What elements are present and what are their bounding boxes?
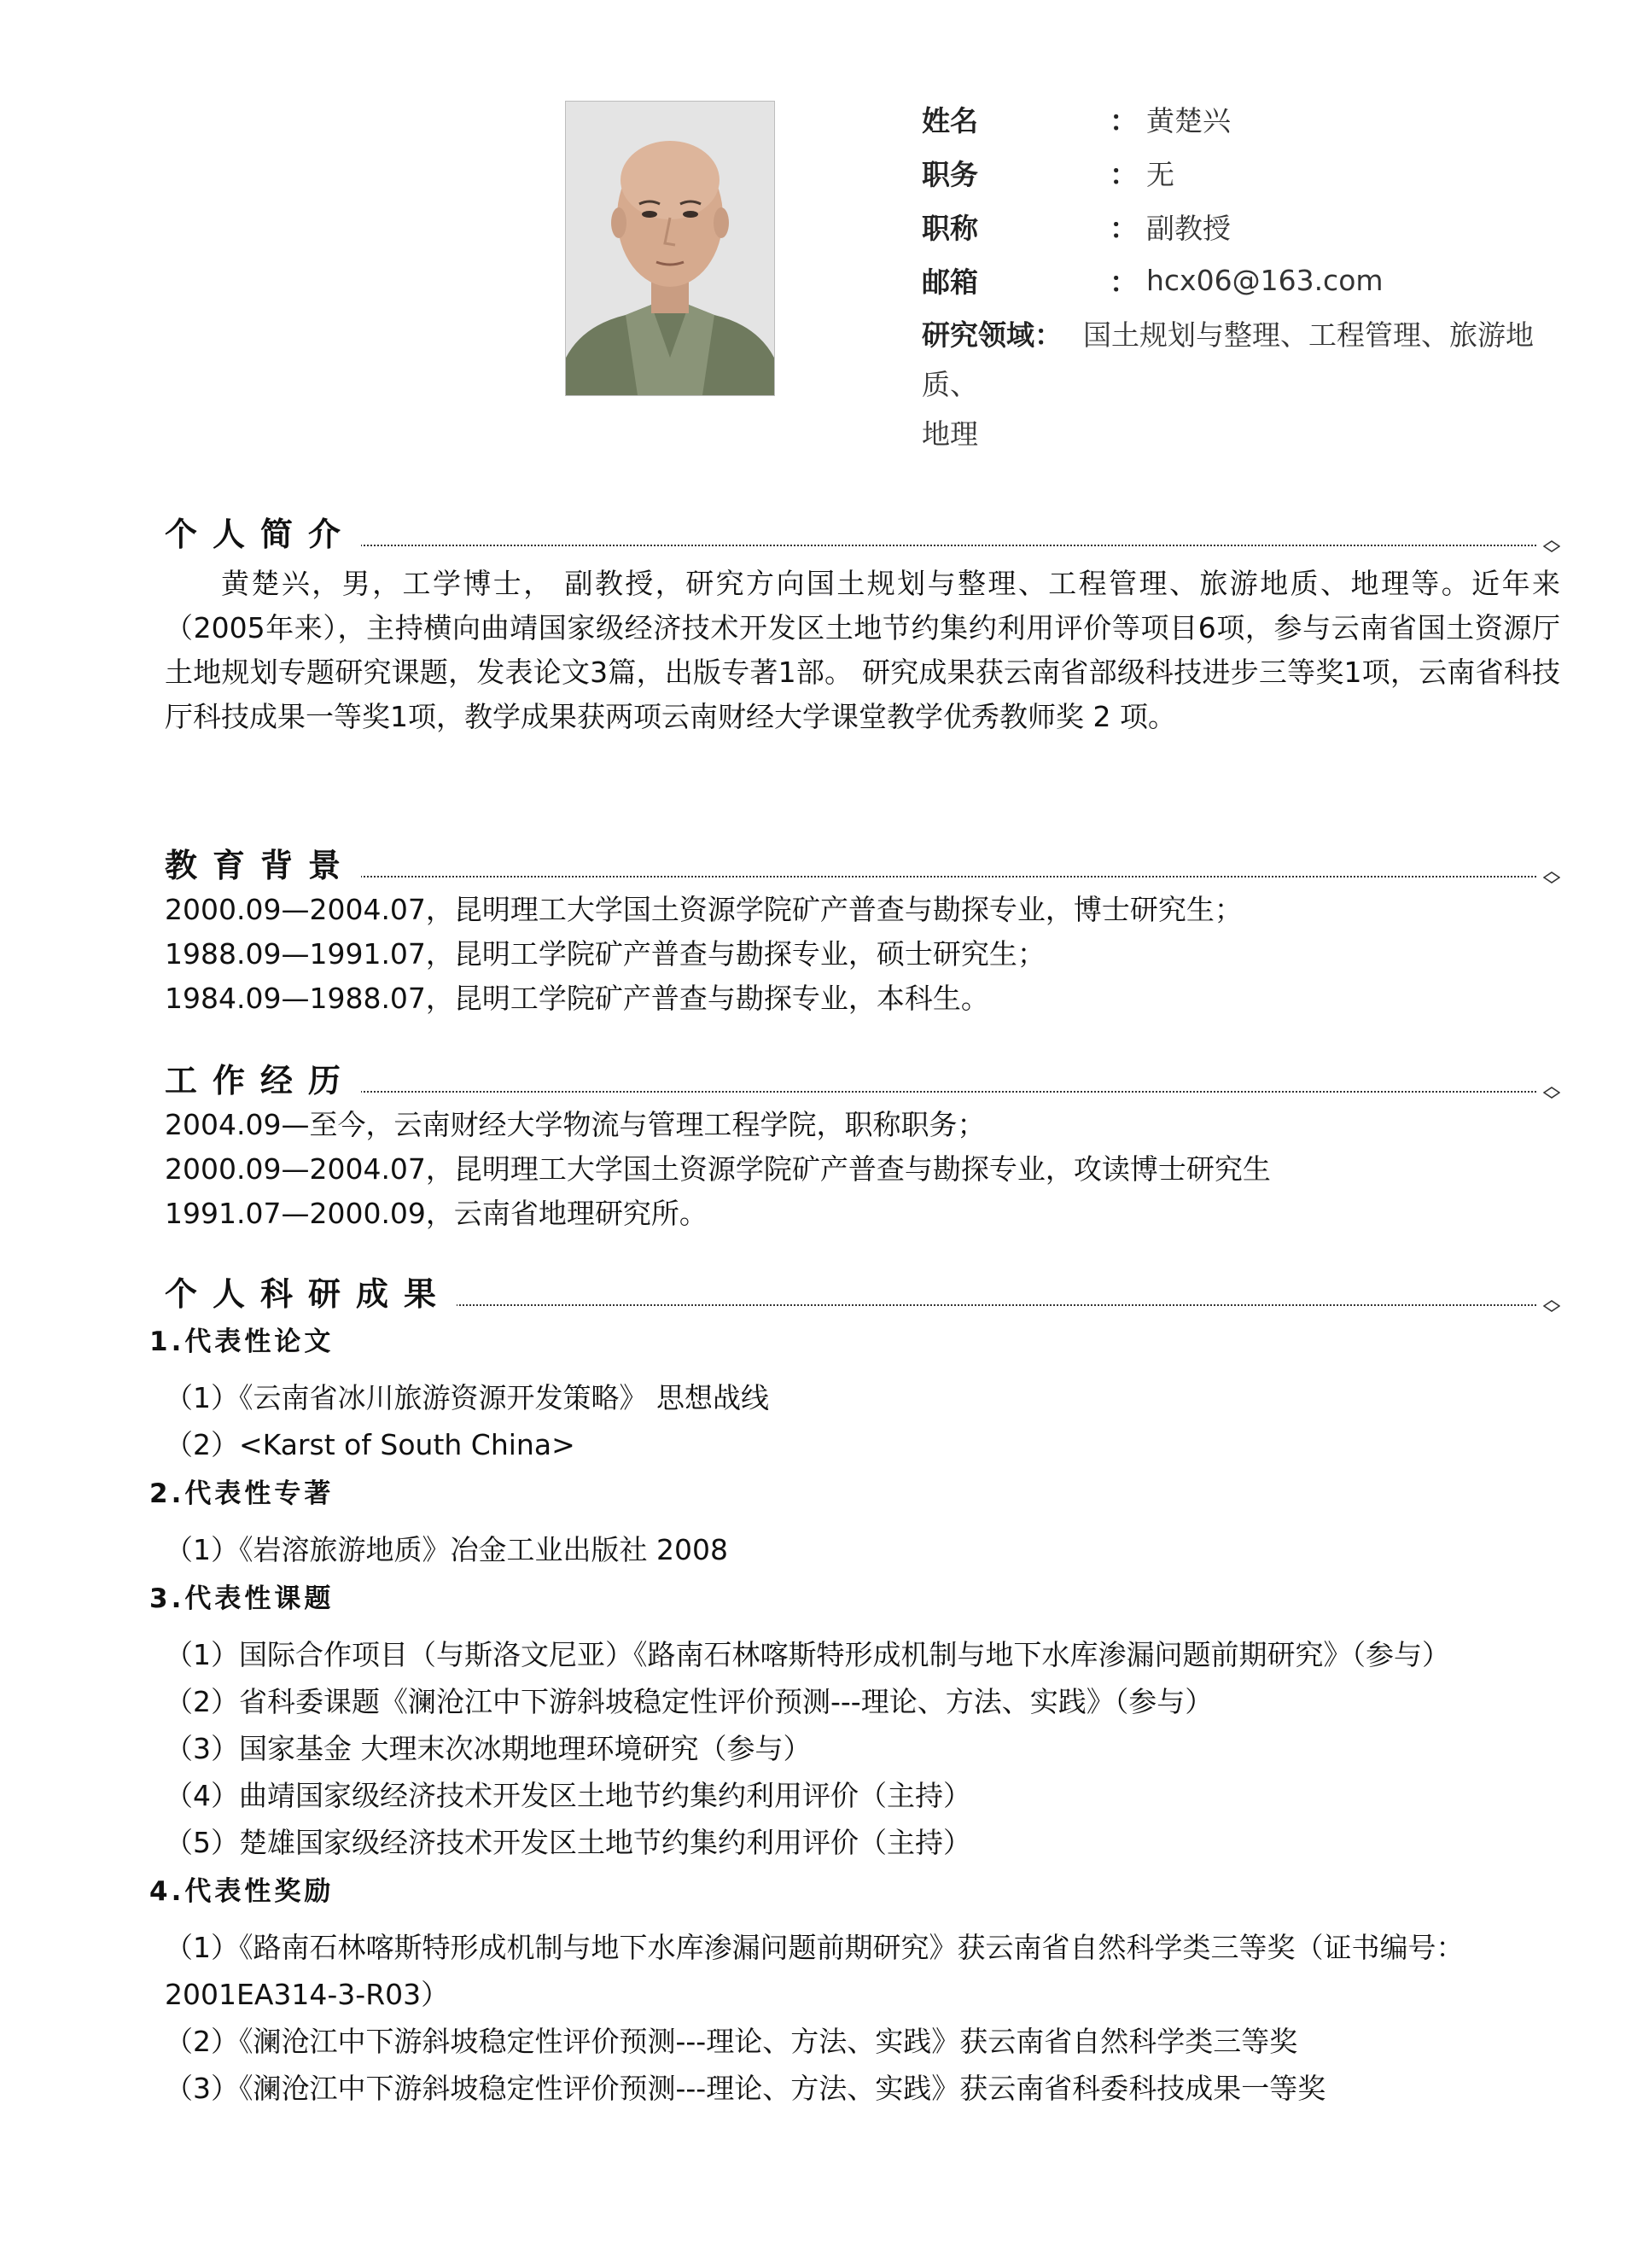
title-label-text: 职称 bbox=[922, 212, 978, 245]
name-label bbox=[922, 99, 1110, 139]
section-header bbox=[165, 1272, 1560, 1316]
research-label: 研究领域： bbox=[922, 318, 1063, 352]
list-item: 2000.09—2004.07，昆明理工大学国土资源学院矿产普查与勘探专业，博士研究生； bbox=[165, 893, 1243, 926]
papers-list bbox=[165, 1374, 1560, 1468]
list-item: （1）《岩溶旅游地质》冶金工业出版社 2008 bbox=[165, 1533, 728, 1566]
colon: ： bbox=[1110, 212, 1138, 245]
info-row-research bbox=[922, 311, 1579, 459]
research-value-cont: 地理 bbox=[922, 417, 978, 451]
projects-list bbox=[165, 1631, 1560, 1866]
position-value: 无 bbox=[1146, 158, 1174, 191]
colon: ： bbox=[1110, 104, 1138, 137]
portrait-illustration bbox=[566, 102, 774, 395]
colon: ： bbox=[1110, 158, 1138, 191]
info-row-email bbox=[922, 254, 1579, 307]
section-title-work: 工作经历 bbox=[165, 1058, 361, 1103]
info-row-name bbox=[922, 92, 1579, 146]
dotted-rule bbox=[165, 545, 1536, 546]
list-item: （1）国际合作项目（与斯洛文尼亚）《路南石林喀斯特形成机制与地下水库渗漏问题前期研究》（参与） bbox=[165, 1638, 1450, 1671]
name-label-text: 姓名 bbox=[922, 104, 978, 137]
section-intro bbox=[165, 512, 1560, 739]
list-item: （2）<Karst of South China> bbox=[165, 1428, 575, 1461]
section-title-intro: 个人简介 bbox=[165, 512, 361, 557]
colon: ： bbox=[1110, 265, 1138, 299]
dotted-rule bbox=[165, 1091, 1536, 1093]
list-item: （1）《路南石林喀斯特形成机制与地下水库渗漏问题前期研究》获云南省自然科学类三等奖（证书编号：2001EA314-3-R03） bbox=[165, 1931, 1465, 2011]
email-label bbox=[922, 260, 1110, 300]
education-list bbox=[165, 888, 1560, 1021]
awards-list bbox=[165, 1924, 1560, 2112]
section-research bbox=[149, 1272, 1560, 2112]
papers-heading: 1.代表性论文 bbox=[149, 1326, 335, 1357]
info-row-position bbox=[922, 146, 1579, 200]
books-heading: 2.代表性专著 bbox=[149, 1478, 335, 1509]
section-title-education: 教育背景 bbox=[165, 843, 361, 888]
title-value: 副教授 bbox=[1146, 212, 1231, 245]
list-item: （4）曲靖国家级经济技术开发区土地节约集约利用评价（主持） bbox=[165, 1779, 971, 1812]
list-item: （5）楚雄国家级经济技术开发区土地节约集约利用评价（主持） bbox=[165, 1826, 971, 1859]
list-item: 2004.09—至今，云南财经大学物流与管理工程学院，职称职务； bbox=[165, 1108, 986, 1141]
list-item: 1991.07—2000.09，云南省地理研究所。 bbox=[165, 1197, 708, 1230]
section-work bbox=[165, 1058, 1560, 1236]
name-value: 黄楚兴 bbox=[1146, 104, 1231, 137]
personal-info bbox=[922, 92, 1579, 459]
research-value: 国土规划与整理、工程管理、旅游地质、 bbox=[922, 318, 1534, 401]
dotted-rule bbox=[165, 876, 1536, 877]
list-item: 1984.09—1988.07，昆明工学院矿产普查与勘探专业，本科生。 bbox=[165, 982, 989, 1015]
diamond-icon bbox=[1543, 1300, 1560, 1312]
section-header bbox=[165, 843, 1560, 888]
list-item: （3）《澜沧江中下游斜坡稳定性评价预测---理论、方法、实践》获云南省科委科技成果一等奖 bbox=[165, 2072, 1326, 2105]
title-label bbox=[922, 207, 1110, 247]
email-label-text: 邮箱 bbox=[922, 265, 978, 299]
section-education bbox=[165, 843, 1560, 1021]
diamond-icon bbox=[1543, 872, 1560, 883]
diamond-icon bbox=[1543, 1087, 1560, 1099]
position-label-text: 职务 bbox=[922, 158, 978, 191]
portrait-photo bbox=[565, 101, 775, 396]
email-value[interactable]: hcx06@163.com bbox=[1146, 264, 1384, 297]
list-item: 2000.09—2004.07，昆明理工大学国土资源学院矿产普查与勘探专业，攻读博士研究生 bbox=[165, 1152, 1271, 1186]
info-row-title bbox=[922, 200, 1579, 254]
work-list bbox=[165, 1103, 1560, 1236]
list-item: 1988.09—1991.07，昆明工学院矿产普查与勘探专业，硕士研究生； bbox=[165, 937, 1046, 971]
section-header bbox=[165, 512, 1560, 557]
position-label bbox=[922, 153, 1110, 193]
intro-paragraph: 黄楚兴，男，工学博士， 副教授，研究方向国土规划与整理、工程管理、旅游地质、地理等。近年来（2005年来），主持横向曲靖国家级经济技术开发区土地节约集约利用评价等项目6项，参与云南省国土资源厅土地规划专题研究课题，发表论文3篇，出版专著1部。 研究成果获云南省部级科技进步三等奖1项，云南省科技厅科技成果一等奖1项，教学成果获两项云南财经大学课堂教学优秀教师奖 2 项。 bbox=[165, 567, 1560, 733]
diamond-icon bbox=[1543, 540, 1560, 552]
list-item: （2）《澜沧江中下游斜坡稳定性评价预测---理论、方法、实践》获云南省自然科学类三等奖 bbox=[165, 2025, 1298, 2058]
section-header bbox=[165, 1058, 1560, 1103]
section-title-research: 个人科研成果 bbox=[165, 1272, 457, 1316]
books-list bbox=[165, 1526, 1560, 1573]
projects-heading: 3.代表性课题 bbox=[149, 1583, 335, 1614]
list-item: （2）省科委课题《澜沧江中下游斜坡稳定性评价预测---理论、方法、实践》（参与） bbox=[165, 1685, 1214, 1718]
list-item: （1）《云南省冰川旅游资源开发策略》 思想战线 bbox=[165, 1381, 769, 1414]
awards-heading: 4.代表性奖励 bbox=[149, 1876, 335, 1907]
list-item: （3）国家基金 大理末次冰期地理环境研究（参与） bbox=[165, 1732, 812, 1765]
